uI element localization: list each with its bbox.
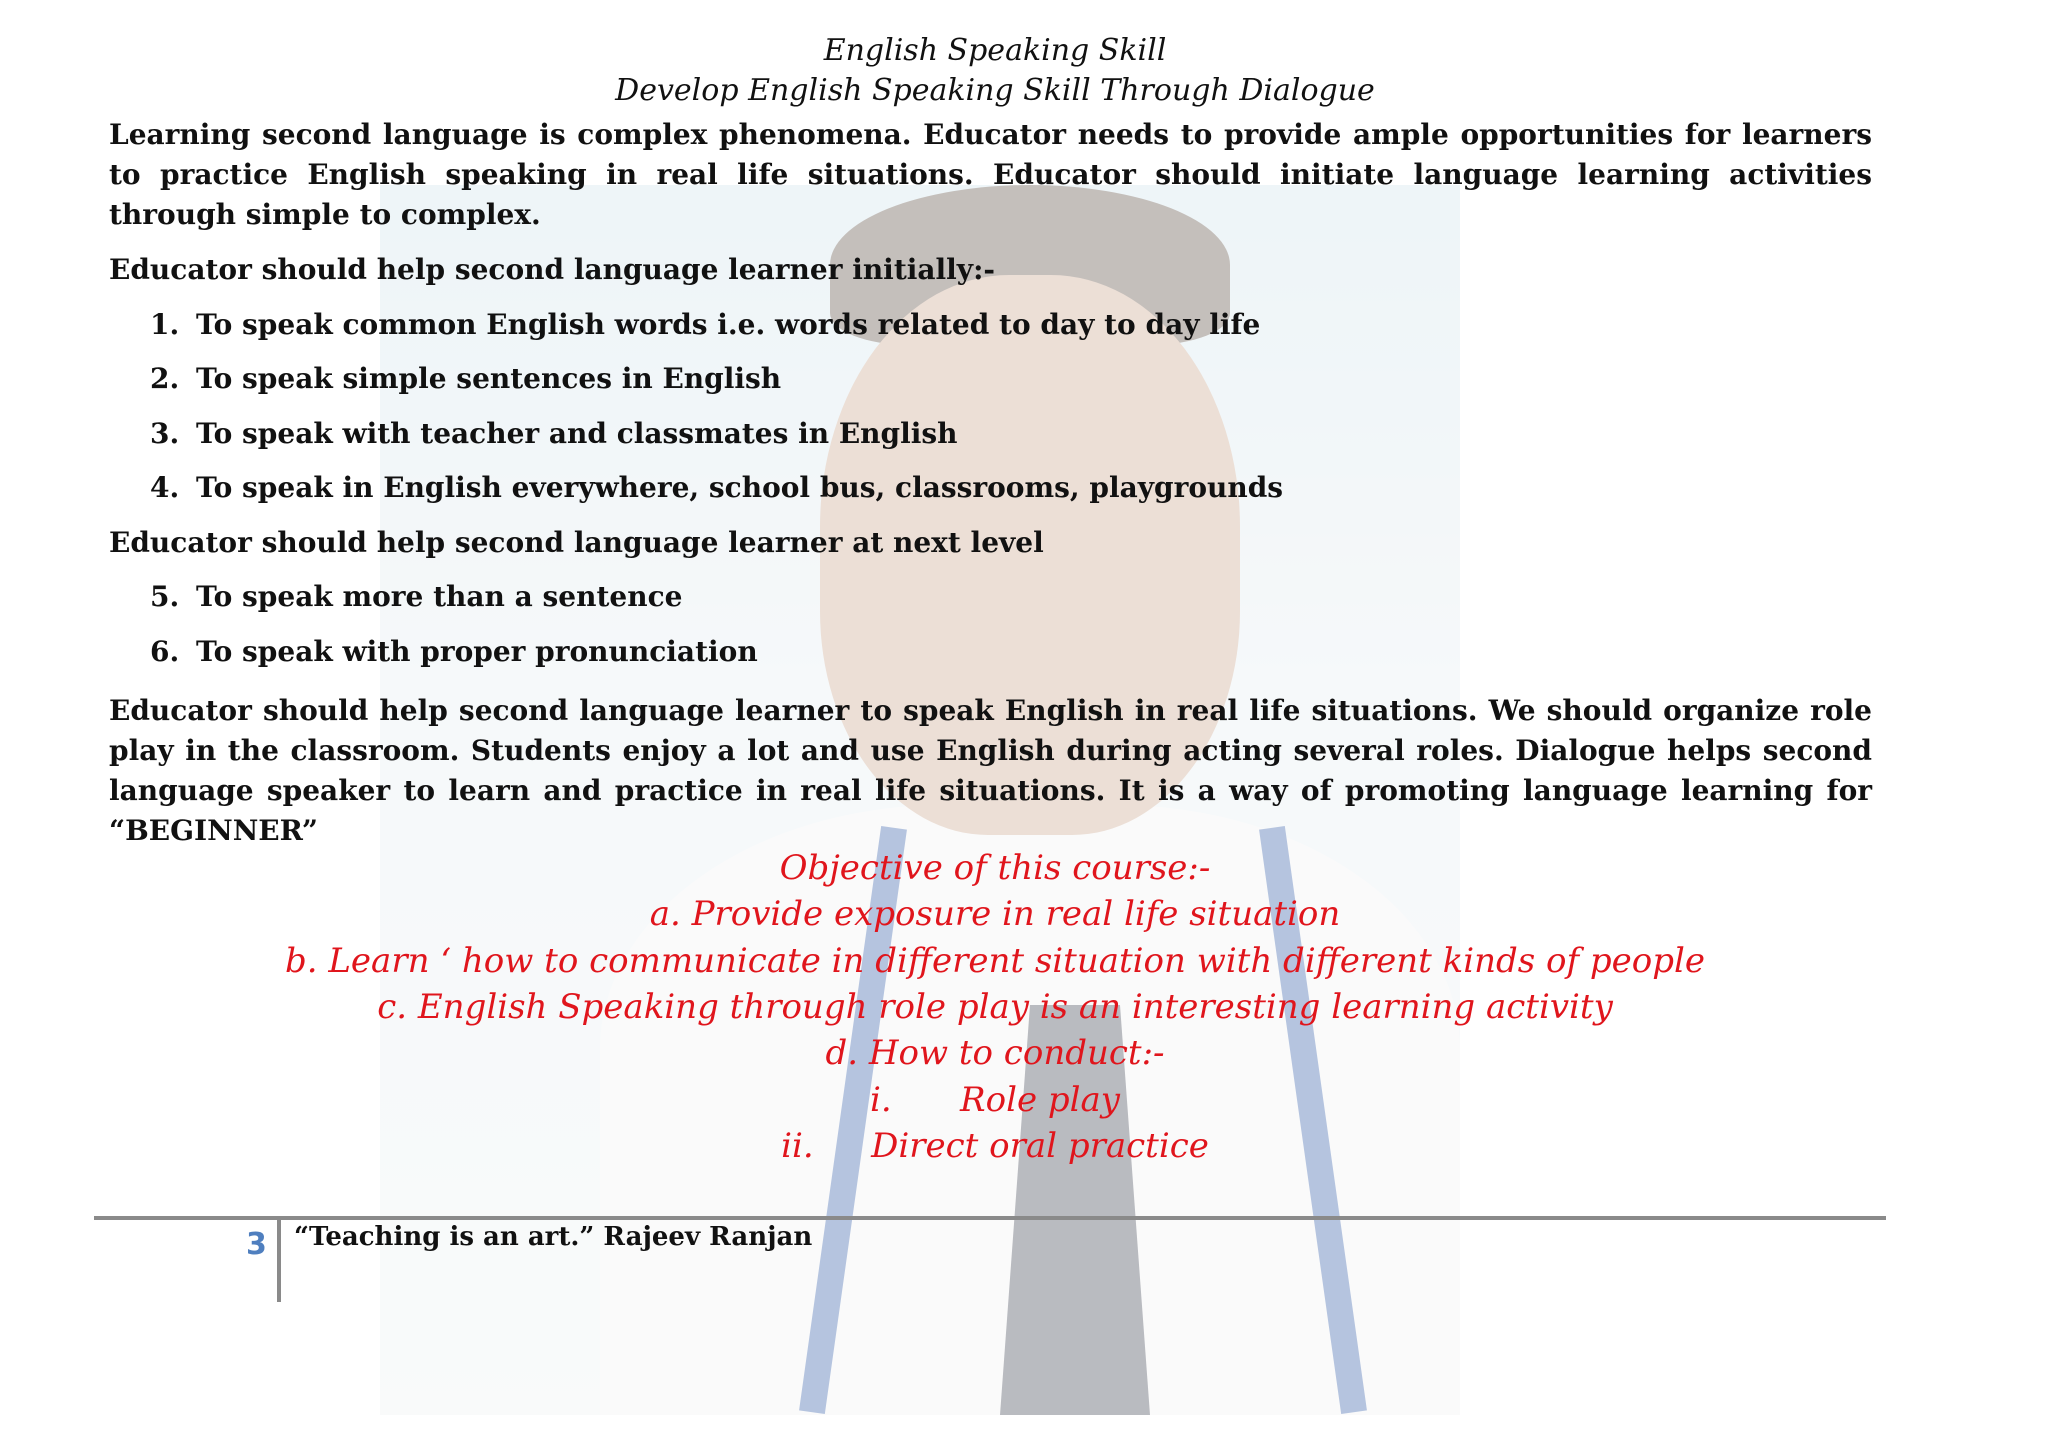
objective-b: b. Learn ‘ how to communicate in different situation with different kinds of people xyxy=(284,941,1706,981)
objective-c: c. English Speaking through role play is an interesting learning activity xyxy=(377,987,1613,1027)
sub-item-number: i. xyxy=(870,1080,892,1120)
sub-item-text: Role play xyxy=(960,1080,1120,1120)
page-number: 3 xyxy=(246,1227,267,1262)
role-play-paragraph: Educator should help second language learner to speak English in real life situations. We should organize role play in the classroom. Students enjoy a lot and use English during acting several roles. Dialogue helps second language speaker to learn and practice in real life situations. It is a way of promoting language learning for “BEGINNER” xyxy=(109,694,1872,847)
list-item xyxy=(150,359,781,399)
list-item-text: To speak with teacher and classmates in English xyxy=(196,417,958,450)
objective-a: a. Provide exposure in real life situation xyxy=(649,894,1341,934)
sub-item-number: ii. xyxy=(781,1126,814,1166)
list-item-number: 6. xyxy=(150,635,180,668)
list-item-number: 5. xyxy=(150,580,180,613)
list-item-text: To speak more than a sentence xyxy=(196,580,683,613)
footer-quote: “Teaching is an art.” Rajeev Ranjan xyxy=(294,1222,813,1252)
list-item-number: 3. xyxy=(150,417,180,450)
list-item-text: To speak with proper pronunciation xyxy=(196,635,758,668)
list-item xyxy=(150,577,682,617)
list-item-number: 1. xyxy=(150,308,180,341)
initial-heading: Educator should help second language learner initially:- xyxy=(109,253,996,286)
list-item-text: To speak common English words i.e. words related to day to day life xyxy=(196,308,1261,341)
document-title: English Speaking Skill xyxy=(823,33,1167,68)
list-item-number: 4. xyxy=(150,471,180,504)
objectives-heading: Objective of this course:- xyxy=(779,848,1211,888)
document-subtitle: Develop English Speaking Skill Through Dialogue xyxy=(615,73,1375,108)
footer-vertical-divider xyxy=(277,1220,281,1302)
list-item xyxy=(150,305,1260,345)
intro-paragraph: Learning second language is complex phenomena. Educator needs to provide ample opportunities for learners to practice English speaking in real life situations. Educator should initiate language learning activities through simple to complex. xyxy=(109,118,1872,231)
objective-sub-item xyxy=(0,1123,1990,1169)
list-item xyxy=(150,632,758,672)
objective-d: d. How to conduct:- xyxy=(825,1033,1165,1073)
list-item-text: To speak simple sentences in English xyxy=(196,362,782,395)
sub-item-text: Direct oral practice xyxy=(871,1126,1209,1166)
next-level-heading: Educator should help second language learner at next level xyxy=(109,526,1044,559)
objective-sub-item xyxy=(0,1077,1990,1123)
list-item xyxy=(150,468,1283,508)
footer-divider xyxy=(94,1216,1886,1220)
list-item-number: 2. xyxy=(150,362,180,395)
list-item xyxy=(150,414,958,454)
list-item-text: To speak in English everywhere, school bus, classrooms, playgrounds xyxy=(196,471,1284,504)
